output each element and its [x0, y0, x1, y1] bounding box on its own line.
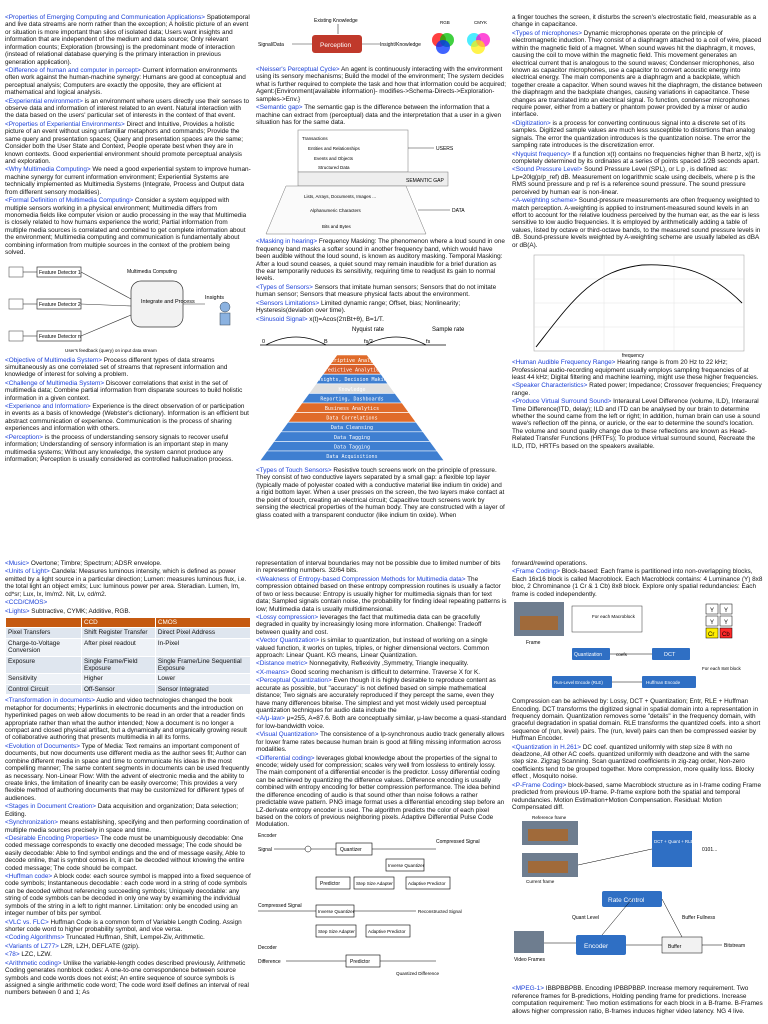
table-header: CMOS: [155, 617, 250, 627]
note-text: Sound-pressure measurements are often frequency weighted to match perception. A-weighting is applied to instrument-measured sound levels in an effort to account for the relative loudness perceived by the human ear, as the ear is less sensitive to low audio frequencies. It is employed by arithmetically adding a table of values, listed by octave or third-octave bands, to the measured sound pressure levels in dB. Sound-pressure levels weighted by A-weighting scheme are usually labeled as dBA or dB(A).: [512, 197, 761, 249]
note-text: An agent is continuously interacting with the environment using its sensory mechanisms; Build the model of the environment; The system decides what is further required to complete the task and how that information could be acquired; Agent:{Environment(available information}- modifies->Schema-Directs->Exploration-samples->Env.}: [256, 66, 507, 103]
note-paragraph: [5, 403, 251, 433]
note-heading: <Challenge of Multimedia System>: [5, 379, 105, 387]
note-text: is similar to quantization, but instead of working on a single valued function, it works on tuples, triples, or higher dimensional vectors. Common approach: Linear Quant. KG means, Linear Quantization.: [256, 637, 490, 660]
note-text: Direct and Intuitive, Provides a holistic picture of an event without using unfamiliar metaphors and commands; Provide the same query and presentation spaces; Query and presentation spaces are the same; Consider both the User State and Context, People operate best when they are in known contexts. Good experiential environment should promote perceptual analysis and exploration.: [5, 120, 244, 166]
table-cell: Single Frame/Field Exposure: [81, 656, 155, 674]
note-paragraph: [5, 943, 251, 950]
buffer-fullness-label: Buffer Fullness: [682, 915, 716, 922]
note-heading: <CCD/CMOS>: [5, 599, 48, 607]
reference-frame-label: Reference frame: [532, 815, 567, 821]
note-text: Block-based: Each frame is partitioned into non-overlapping blocks, Each 16x16 block is called Macroblock. Each Macroblock contains: 4 Luminance (Y) 8x8 bloc, 2 Chrominance (1 Cr & 1 Cb) 8x8 block. Explore only spatial redundancies: Each frame is coded independently.: [512, 568, 763, 598]
note-paragraph: [512, 30, 763, 119]
note-paragraph: [256, 284, 507, 299]
pyramid-level-label: Prescriptive Analytics: [318, 358, 386, 365]
note-text: Good scoring mechanism is difficult to determine. Traverse X for K.: [289, 668, 481, 676]
note-paragraph: [5, 560, 251, 567]
semantic-row-5: Lists, Arrays, Documents, Images ...: [304, 194, 377, 200]
note-paragraph: [5, 357, 251, 379]
note-paragraph: [512, 560, 763, 567]
note-paragraph: [5, 919, 251, 934]
rate-bitstream-label: Bitstream: [724, 943, 746, 950]
note-paragraph: [256, 669, 507, 676]
frame-label: Frame: [526, 640, 541, 647]
note-heading: <Synchronization>: [5, 819, 58, 827]
note-text: Rated power; Impedance; Crossover frequencies; Frequency range.: [512, 382, 762, 397]
note-text: The code must be unambiguously decodable: One coded message corresponds to exactly one decoded message; The code should be easily decodable: Able to find symbol endings and the end of message easily, Able to decode online, that is symbol comes in, it can be decoded without knowing the entire coded message; The code should be compact.: [5, 834, 246, 872]
table-cell: In-Pixel: [155, 638, 250, 656]
note-paragraph: [5, 960, 251, 997]
note-paragraph: [256, 731, 507, 753]
step-size-adapter-label: Step Size Adapter: [356, 880, 393, 886]
table-cell: Sensor Integrated: [155, 684, 250, 694]
note-heading: <Stages in Document Creation>: [5, 803, 96, 811]
note-heading: <Music>: [5, 560, 30, 567]
note-heading: <P-Frame Coding>: [512, 781, 567, 789]
predictor-label: Predictor: [320, 880, 341, 887]
users-label: USERS: [436, 146, 454, 153]
note-heading: <VLC vs. FLC>: [5, 918, 49, 926]
rgb-additive-icon: [436, 40, 450, 54]
insights-label: Insights: [205, 294, 224, 301]
quantizer-label: Quantizer: [340, 846, 362, 853]
feature-detector-1-label: Feature Detector 1: [39, 269, 81, 276]
note-paragraph: [256, 560, 507, 575]
feature-detector-figure: [5, 259, 251, 355]
feedback-caption: User's feedback (query) on input data stream: [65, 347, 157, 353]
note-paragraph: [256, 614, 507, 636]
table-cell: Off-Sensor: [81, 684, 155, 694]
sample-rate-label: Sample rate: [432, 327, 465, 334]
note-text: Hearing range is from 20 Hz to 22 kHz; Professional audio-recording equipment usually employs sampling frequencies of at least 44 kHz; Digital filtering and machine learning, might use these higher frequencies.: [512, 359, 759, 381]
pyramid-level-label: Data Cleansing: [330, 425, 374, 432]
note-paragraph: [5, 803, 251, 818]
note-paragraph: [256, 677, 507, 714]
note-text: A block code: each source symbol is mapped into a fixed sequence of code symbols; Instantaneous decodable : each code word in a string of code symbols can be decoded without referencing succeeding symbols; Uniquely decodable: any string of code symbols can be decoded in only one way by examining the individual symbols of the string in a left to right manner. Limitation: only be encoded using an integer number of bits per symbol.: [5, 873, 251, 918]
note-heading: <Frame Coding>: [512, 568, 560, 576]
pyramid-level-label: Knowledge: [338, 386, 366, 393]
note-text: Truncated Huffman, Shift, Lempel-Ziv, Arithmetic.: [64, 934, 205, 942]
bitstream-bits-label: 0101...: [702, 847, 718, 854]
table-cell: Higher: [81, 674, 155, 684]
pyramid-level-label: Business Analytics: [324, 406, 380, 413]
note-heading: <Perceptual Quantization>: [256, 677, 332, 685]
note-text: LZC, LZW.: [19, 951, 52, 959]
note-paragraph: [512, 197, 763, 249]
top-column-1: [5, 14, 251, 508]
note-paragraph: [5, 197, 251, 256]
bottom-column-1: [5, 560, 251, 1022]
compressed-signal-label: Compressed Signal: [436, 838, 480, 845]
note-text: is a process for converting continuous signal into a discrete set of its samples. Digitized sample values are much less susceptible to distortions than analog signals. The error the quantization introduces is the quantization noise. The error the sampling rate introduces is the discretization error.: [512, 119, 755, 150]
table-cell: Single Frame/Line Sequential Exposure: [155, 656, 250, 674]
note-paragraph: [5, 819, 251, 834]
note-text: Limited dynamic range; Offset, bias; Nonlinearity; Hysteresis(deviation over time).: [256, 299, 461, 315]
note-text: Candela: Measures luminous intensity, which is defined as power emitted by a light source in a particular direction; Lumen: measures luminous flux, i.e. the total light an object emits; Lux: luminous power per area. Steradian. Lumen, lm, cd*sr; Lux, lx, lm/m2. Nit, Lv, cd/m2.: [5, 568, 247, 598]
note-paragraph: [256, 660, 507, 667]
y-block-4: Y: [724, 620, 729, 627]
note-paragraph: [512, 782, 763, 812]
note-paragraph: [512, 398, 763, 450]
rate-encoder-label: Encoder: [584, 943, 609, 951]
semantic-row-4: Structured Data: [318, 165, 350, 171]
semantic-row-3: Events and Objects: [314, 156, 354, 162]
bottom-column-3: [512, 560, 763, 1022]
semantic-row-6: Alphanumeric Characters: [310, 208, 361, 214]
note-text: Process different types of data streams simultaneously as one correlated set of streams that represent information and knowledge of interest for solving a problem.: [5, 356, 228, 379]
note-text: Sound Pressure Level (SPL), or L p , is defined as: Lp=20lg(p/p_ref) dB. Measurement on logarithmic scale using decibels, where p is the RMS sound pressure and p ref is a reference sound pressure. The sound pressure perceived by human ear is non-linear.: [512, 166, 756, 196]
multimedia-computing-label: Multimedia Computing: [127, 268, 177, 275]
note-heading: <Produce Virtual Surround Sound>: [512, 398, 612, 406]
note-heading: <Sinusoid Signal>: [256, 315, 308, 323]
note-text: a finger touches the screen, it disturbs the screen's electrostatic field, measurable as a change in capacitance.: [512, 14, 757, 29]
note-paragraph: [5, 697, 251, 742]
person-icon: [220, 302, 230, 312]
note-heading: <A/μ-law>: [256, 715, 285, 723]
note-paragraph: [5, 743, 251, 802]
pyramid-level-label: Data Tagging: [333, 434, 371, 441]
encoder-label: Encoder: [258, 832, 277, 839]
cmyk-subtractive-icon: [471, 40, 485, 54]
note-text: DC coef. quantized uniformly with step size 8 with no deadzone, All other AC coefs. quantized uniformly with deadzone and with the same step size. Zigzag Scanning. Scan quantized coefficients in zig-zag order, Non-zero coefficients tend to be grouped together. More compression, more quality loss. Blocky effect , Mosquito noise.: [512, 743, 755, 781]
note-paragraph: [5, 934, 251, 941]
quantization-label: Quantization: [574, 652, 603, 659]
inverse-quantizer-label-2: Inverse Quantizer: [318, 908, 355, 914]
note-heading: <Semantic gap>: [256, 104, 303, 112]
table-cell: After pixel readout: [81, 638, 155, 656]
predictor-label-2: Predictor: [350, 958, 371, 965]
note-paragraph: [5, 568, 251, 598]
note-paragraph: [256, 300, 507, 315]
note-heading: <Masking in hearing>: [256, 238, 318, 246]
note-text: Interaural Level Difference (volume, ILD), Interaural Time Difference(ITD, delay); ILD and ITD can be analysed by our brain to determine whether the sound came from the left or right; In addition, human brain can use a sound wave's reflection off the pinna, or auricle, or the ear to determine the sound's location. The volume and sound quality change due to these reflections are known as Head-Related Transfer Functions (HRTFs); To produce virtual surround sound, Recreate the ILD, ITD, HRTFs based on the speakers available.: [512, 398, 760, 450]
note-paragraph: [5, 608, 251, 615]
semantic-gap-label: SEMANTIC GAP: [406, 178, 444, 185]
rate-control-label: Rate Control: [608, 897, 645, 905]
note-text: leverages the fact that multimedia data can be gracefully degraded in quality by increasingly losing more information. Challenge: Tradeoff between quality and cost.: [256, 613, 482, 636]
note-heading: <Coding Algorithms>: [5, 934, 65, 942]
note-heading: <Desirable Encoding Properties>: [5, 834, 99, 842]
note-heading: <Sound Pressure Level>: [512, 166, 583, 174]
note-heading: <Why Multimedia Computing>: [5, 166, 91, 174]
note-text: Frequency Masking: The phenomenon where a loud sound in one frequency band masks a softer sound in another frequency band, which would have been audible without the loud sound, is known as auditory masking. Temporal Masking: After a loud sound ceases, a quiet sound may remain inaudible for a brief duration as the ear temporarily reduces its sensitivity, requiring time to readjust its gain to normal levels.: [256, 238, 505, 283]
note-heading: <X-means>: [256, 668, 290, 676]
adpcm-figure: [256, 831, 507, 981]
note-text: Huffman Code is a common form of Variable Length Coding. Assign shorter code word to higher probability symbol, and vice versa.: [5, 918, 242, 933]
note-heading: <Experience and Information>: [5, 403, 91, 411]
note-text: Consider a system equipped with multiple sensors working in a physical environment; Multimedia differs from monomedia fields like computer vision or audio processing in the way that Multimedia is closely related to how humans experience the world; Partial information from multiple media sources is correlated and combined to get complete information about the environment; Multimedia computing and communication is fundamentally about combining information from multiple sources in the context of the problem being solved.: [5, 197, 247, 257]
note-paragraph: [5, 67, 251, 97]
nyquist-rate-label: Nyquist rate: [352, 327, 385, 334]
note-heading: <Types of microphones>: [512, 29, 582, 37]
note-heading: <Weakness of Entropy-based Compression Methods for Multimedia data>: [256, 575, 466, 583]
adaptive-predictor-label-2: Adaptive Predictor: [368, 928, 406, 934]
note-paragraph: [512, 166, 763, 196]
table-cell: Lower: [155, 674, 250, 684]
note-text: Dynamic microphones operate on the principle of electromagnetic induction. They consist of a diaphragm attached to a coil of wire, placed within the magnetic field of a magnet. When sound waves hit the diaphragm, it moves, causing the coil to move within the magnetic field. This movement generates an electrical current that is analogous to the sound waves; Condenser microphones, also known as capacitor microphones, use a capacitor to convert acoustic energy into electrical energy. The main components are a diaphragm and a backplate, which together create a capacitor. When sound waves hit the diaphragm, the distance between the diaphragm and the backplate changes, causing variations in capacitance. These changes are translated into an electrical signal. To function, condenser microphones require power, either from a battery or phantom power provided by a mixer or audio interface.: [512, 29, 763, 119]
y-block-3: Y: [710, 620, 715, 627]
note-paragraph: [512, 359, 763, 381]
buffer-label: Buffer: [668, 944, 682, 951]
nyquist-tick-label: 0: [262, 339, 266, 346]
semantic-row-2: Entities and Relationships: [308, 146, 360, 152]
decoder-label: Decoder: [258, 944, 277, 951]
pyramid-level-label: Data Correlations: [326, 415, 378, 422]
table-row: [6, 638, 251, 656]
cb-block: Cb: [722, 632, 730, 639]
note-heading: <Perception>: [5, 433, 44, 441]
nyquist-figure: [256, 325, 507, 349]
note-heading: <Properties of Experiential Environments>: [5, 120, 125, 128]
cheat-sheet-bottom: [0, 512, 768, 1024]
insight-knowledge-label: Insight/Knowledge: [380, 42, 421, 48]
note-text: The compression obtained based on these entropy compression routines is usually a factor of two or less because: Entropy is usually higher for multimedia signals than for text data; Sampled signals contain noise, the probability for finding ideal repeating patterns is low; Multimedia data is usually multidimensional.: [256, 575, 507, 613]
bottom-column-2: [256, 560, 507, 1022]
note-text: Compression can be achieved by: Lossy, DCT + Quantization; Entr, RLE + Huffman Encoding. DCT transforms the digitized signal in spatial domain into a representation in frequency domain. Quantization removes some "details" in the frequency domain, with graceful degradation in spatial domain. RLE transforms the quantized coefs. into a short sequence of (run, level) pairs. The (run, level) pairs can then be compressed easier by Huffman Encoder.: [512, 698, 761, 743]
rgb-label: RGB: [440, 20, 450, 25]
note-paragraph: [256, 316, 507, 323]
note-text: Resistive touch screens work on the principle of pressure. They consist of two conductive layers separated by a small gap: a flexible top layer (typically made of polyester coated with a conductive material like indium tin oxide) and a rigid bottom layer. When a user presses on the screen, the two layers make contact at the point of touch, creating an electrical circuit; Capacitive touch screens work by sensing the electrical properties of the human body. They are constructed with a layer of glass coated with a transparent conductor (like indium tin oxide). When: [256, 467, 505, 519]
note-text: Unlike the variable-length codes described previously, Arithmetic Coding generates nonblock codes: A one-to-one correspondence between source symbols and code words does not exist; An entire sequence of source symbols is assigned a single arithmetic code word; The code word itself defines an interval of real numbers between 0 and 1; As: [5, 959, 249, 997]
note-paragraph: [512, 698, 763, 743]
note-heading: <Formal Definition of Multimedia Computing>: [5, 197, 134, 205]
difference-label: Difference: [258, 958, 281, 965]
pyramid-level-label: Data Tagging: [333, 444, 371, 451]
a-weighting-axis-label: frequency: [622, 353, 644, 360]
note-paragraph: [512, 985, 763, 1015]
huffman-encode-label: Huffman Encode: [646, 680, 681, 686]
note-text: Audio and video technologies changed the book metaphor for documents; Hyperlinks in electronic documents and the introduction on hyperlinked pages on web allow documents to be read in an order that a reader finds appropriate rather than what the author intended; Now a document is no longer a compact and closed physical artifact, but a dynamically and organically growing result of collaborative authoring that presents multimedia in all its forms.: [5, 697, 247, 742]
note-heading: <Digitization>: [512, 119, 551, 127]
note-paragraph: [5, 98, 251, 120]
note-heading: <Transformation in documents>: [5, 697, 95, 705]
note-text: block-based, same Macroblock structure as in I-frame coding Frame predicted from previous I/P-frame. P-frame explore both the spatial and temporal redundancies. Motion Estimation+Motion Compensation. Residual: Motion Compensated diff.: [512, 781, 761, 812]
note-text: Current information environments often work against the human-machine synergy: Humans are good at conceptual and perceptual analysis; Computers are exactly the opposite, they are efficient at mathematical and logical analysis.: [5, 66, 246, 97]
note-paragraph: [256, 104, 507, 126]
note-text: Spatiotemporal and live data streams are norm rather than the exception; A holistic picture of an event or situation is more important than silos of isolated data; Users want insights and information that are independent of the medium and data source; Only relevant information counts; Exploration (browsing) is the predominant mode of interaction (instead of relational database querying is the primary interaction in previous generation application).: [5, 14, 250, 66]
reconstructed-signal-label: Reconstructed Signal: [418, 908, 462, 914]
signal-data-label: Signal/Data: [258, 42, 284, 48]
nyquist-tick-label: fs/2: [364, 339, 373, 346]
note-paragraph: [512, 382, 763, 397]
note-heading: <Objective of Multimedia System>: [5, 356, 102, 364]
per-block-label: For each 8x8 block: [702, 666, 741, 672]
note-text: Type of Media: Text remains an important component of documents, but now documents use different media as the author sees fit; Author can combine different media in space and time to communicate his ideas in the most compelling manner; The same content segments in documents can be used frequently as necessary. Non-Linear Flow: With the advent of electronic media and the ability to create links, the limitation of linearity can be easily overcome; This provides a very flexible method of authoring documents that may be customized for different types of audiences.: [5, 742, 250, 802]
y-block-1: Y: [710, 608, 715, 615]
y-block-2: Y: [724, 608, 729, 615]
note-paragraph: [512, 744, 763, 781]
pframe-encode-label: DCT + Quant + RLE + Huff Code: [654, 839, 719, 845]
step-size-adapter-label-2: Step Size Adapter: [318, 928, 355, 934]
note-text: The semantic gap is the difference between the information that a machine can extract from (perceptual) data and the interpretation that a user in a given situation has for the same data.: [256, 104, 502, 126]
note-text: μ=255, A=87.6. Both are conceptually similar, μ-law become a quasi-standard for low-bandwidth voice.: [256, 715, 507, 730]
note-heading: <MPEG-1>: [512, 985, 544, 993]
note-heading: <Distance metric>: [256, 660, 308, 668]
top-column-2: [256, 14, 507, 519]
table-cell: Shift Register Transfer: [81, 628, 155, 638]
note-text: means establishing, specifying and then performing coordination of multiple media sources precisely in space and time.: [5, 819, 250, 834]
note-text: Data acquisition and organization; Data selection; Editing.: [5, 803, 239, 818]
note-text: Nonnegativity, Reflexivity ,Symmetry, Triangle inequality.: [307, 660, 469, 668]
note-heading: <Huffman code>: [5, 873, 53, 881]
top-column-3: [512, 14, 763, 508]
note-heading: <Properties of Emerging Computing and Communication Applications>: [5, 14, 205, 21]
note-text: is the process of understanding sensory signals to recover useful information; Understanding of sensory information is an important step in many multimedia systems; Without any knowledge, the system cannot produce any information; Perception is usually considered as controlled hallucination process.: [5, 433, 234, 463]
note-heading: <Units of Light>: [5, 568, 50, 576]
note-paragraph: [512, 14, 763, 29]
note-text: If a function x(t) contains no frequencies higher than B hertz, x(t) is completely determined by its ordinates at a series of points spaced 1/2B seconds apart.: [512, 150, 761, 166]
note-paragraph: [512, 120, 763, 150]
note-heading: <Types of Touch Sensors>: [256, 467, 332, 475]
note-text: The consistence of a lp-synchronous audio track generally allows for lower frame rates because human brain is good at filling missing information across modalities.: [256, 731, 505, 754]
pyramid-level-label: Insights, Decision Making: [314, 377, 390, 384]
note-text: LZR, LZH, DEFLATE (gzip).: [58, 942, 140, 950]
table-row: [6, 628, 251, 638]
note-paragraph: [256, 238, 507, 283]
note-heading: <Evolution of Documents>: [5, 742, 80, 750]
nyquist-tick-label: fs: [426, 339, 431, 346]
semantic-row-1: Transactions: [302, 136, 328, 142]
note-paragraph: [5, 380, 251, 402]
note-heading: <Speaker Characteristics>: [512, 382, 588, 390]
integrate-process-label: Integrate and Process: [141, 298, 195, 305]
note-heading: <Sensors Limitations>: [256, 299, 320, 307]
analytics-pyramid-figure: [256, 351, 507, 465]
note-paragraph: [5, 835, 251, 872]
note-paragraph: [256, 755, 507, 829]
note-heading: <Human Audible Frequency Range>: [512, 359, 616, 367]
feature-detector-n-label: Feature Detector n: [39, 333, 81, 340]
pyramid-level-label: Reporting, Dashboards: [320, 396, 384, 403]
note-heading: <Visual Quantization>: [256, 731, 319, 739]
note-text: IBBPBBPBB. Encoding IPBBPBBP. Increase memory requirement. Two reference frames for B-predictions, Holding pending frame for predictions. Increase computation requirement: Two motion estimations for each block in a B-frame. B-Frames allows higher compression ratio, B-frames induces higher video latency. NG 4 live.: [512, 985, 763, 1015]
note-heading: <A-weighting scheme>: [512, 197, 578, 205]
note-heading: <Differential coding>: [256, 754, 315, 762]
table-cell: Direct Pixel Address: [155, 628, 250, 638]
note-heading: <78>: [5, 951, 20, 959]
per-macroblock-label: For each Macroblock: [592, 614, 635, 620]
perception-label: Perception: [320, 42, 352, 49]
note-paragraph: [512, 151, 763, 166]
cr-block: Cr: [708, 632, 715, 639]
note-text: forward/rewind operations.: [512, 560, 588, 567]
note-text: representation of interval boundaries may not be possible due to limited number of bits in representing numbers. 32/64 bits.: [256, 560, 501, 575]
coefs-label: coefs: [616, 652, 627, 658]
table-header: [6, 617, 82, 627]
note-heading: <Variants of LZ77>: [5, 942, 59, 950]
note-paragraph: [5, 166, 251, 196]
quant-level-label: Quant Level: [572, 915, 599, 922]
note-heading: <Neisser's Perceptual Cycle>: [256, 66, 340, 73]
note-text: We need a good experiential system to improve human-machine synergy for current information environment; Experiential Systems are technically implemented as Multimedia Systems (Integrate, Process and Output data from different sensory modalities).: [5, 166, 251, 196]
rate-control-figure: [512, 887, 763, 983]
table-cell: Sensitivity: [6, 674, 82, 684]
data-label: DATA: [452, 208, 465, 215]
quantized-difference-label: Quantized Difference: [396, 970, 440, 976]
note-text: Even though it is highly desirable to reproduce content as accurate as possible, but "accuracy" is not defined based on simple mathematical distance; Two signals are accurately reproduced if they percept the same, even they have many differences bitwise. The simplest and yet most widely used perceptual quantization techniques for audio data include the: [256, 677, 496, 715]
note-text: leverages global knowledge about the properties of the signal to encode; widely used for compression; scales very well from lossless to entirely lossy. The main component of a differential encoder is the predictor. Lossy differential coding can be achieved by quantizing the difference values. Difference encoding is usually combined with entropy encoding for better compression performance. The idea behind the difference encoding of audio is that sound other than noise follows a rather predictable wave pattern. PNG image format uses a differential encoding step before an LZ-derivate entropy encoder is used. The algorithm predicts the color of each pixel based on the colors of previous neighboring pixels. Adaptive Differential Pulse Code Modulation.: [256, 754, 505, 829]
note-paragraph: [5, 873, 251, 918]
note-text: Subtractive, CYMK; Additive, RGB.: [29, 607, 131, 615]
table-cell: Exposure: [6, 656, 82, 674]
note-heading: <Vector Quantization>: [256, 637, 320, 645]
note-paragraph: [256, 637, 507, 659]
note-text: x(t)=Acos(2πBt+θ), B=1/T.: [307, 315, 384, 323]
semantic-gap-figure: [256, 128, 507, 236]
note-paragraph: [256, 715, 507, 730]
perception-figure: [256, 16, 507, 64]
compressed-signal-label-2: Compressed Signal: [258, 902, 302, 909]
note-heading: <Experiential environment>: [5, 97, 83, 105]
pyramid-level-label: Predictive Analytics: [321, 367, 383, 374]
p-frame-figure: [512, 813, 763, 885]
note-paragraph: [256, 66, 507, 103]
note-heading: <Difference of human and computer in percept>: [5, 66, 141, 74]
pyramid-level-label: Data Acquisitions: [326, 454, 378, 461]
note-paragraph: [512, 568, 763, 598]
table-row: [6, 656, 251, 674]
note-paragraph: [256, 576, 507, 613]
table-cell: Charge-to-Voltage Conversion: [6, 638, 82, 656]
inverse-quantizer-label: Inverse Quantizer: [388, 862, 425, 868]
note-text: Sensors that imitate human sensors; Sensors that do not imitate human sensor; Sensors that measure physical facts about the environment.: [256, 283, 497, 299]
note-heading: <Lights>: [5, 607, 30, 615]
feature-detector-2-label: Feature Detector 2: [39, 301, 81, 308]
table-cell: Control Circuit: [6, 684, 82, 694]
cmyk-label: CMYK: [474, 20, 488, 25]
note-paragraph: [5, 434, 251, 464]
dct-label: DCT: [664, 652, 676, 659]
nyquist-tick-label: B: [324, 339, 328, 346]
note-text: is an environment where users directly use their senses to observe data and information of interest related to an event. Natural interaction with the data based on the users' particular set of interests in the context of that event.: [5, 97, 250, 120]
note-paragraph: [5, 14, 251, 66]
note-paragraph: [5, 121, 251, 166]
existing-knowledge-label: Existing Knowledge: [314, 18, 358, 24]
rle-label: Run-Level Encode (RLE): [554, 680, 603, 686]
table-header: CCD: [81, 617, 155, 627]
note-heading: <Quantization in H.261>: [512, 743, 581, 751]
table-cell: Pixel Transfers: [6, 628, 82, 638]
note-text: Overtone; Timbre; Spectrum; ADSR envelope.: [29, 560, 162, 567]
note-heading: <Lossy compression>: [256, 613, 319, 621]
note-heading: <Types of Sensors>: [256, 283, 313, 291]
video-frames-label: Video Frames: [514, 957, 546, 964]
note-text: Discover correlations that exist in the set of multimedia data; Combine partial information from disparate sources to build holistic information in a given context.: [5, 379, 243, 402]
table-row: [6, 674, 251, 684]
table-row: [6, 684, 251, 694]
signal-label: Signal: [258, 846, 272, 853]
note-paragraph: [5, 951, 251, 958]
note-text: Experience is the direct observation of or participation in events as a basis of knowledge (Webster's dictionary). Information is an efficient but abstract communication of experience. Communication is the process of sharing experiences and information with others.: [5, 403, 249, 433]
a-weighting-figure: [512, 251, 763, 360]
note-heading: <Nyquist frequency>: [512, 150, 571, 158]
current-frame-label: Current frame: [526, 879, 555, 885]
note-paragraph: [5, 599, 251, 606]
adaptive-predictor-label: Adaptive Predictor: [408, 880, 446, 886]
note-heading: <Arithmetic coding>: [5, 959, 62, 967]
macroblock-figure: [512, 600, 763, 696]
semantic-row-7: Bits and Bytes: [322, 224, 351, 230]
ccd-cmos-table: [5, 617, 251, 695]
